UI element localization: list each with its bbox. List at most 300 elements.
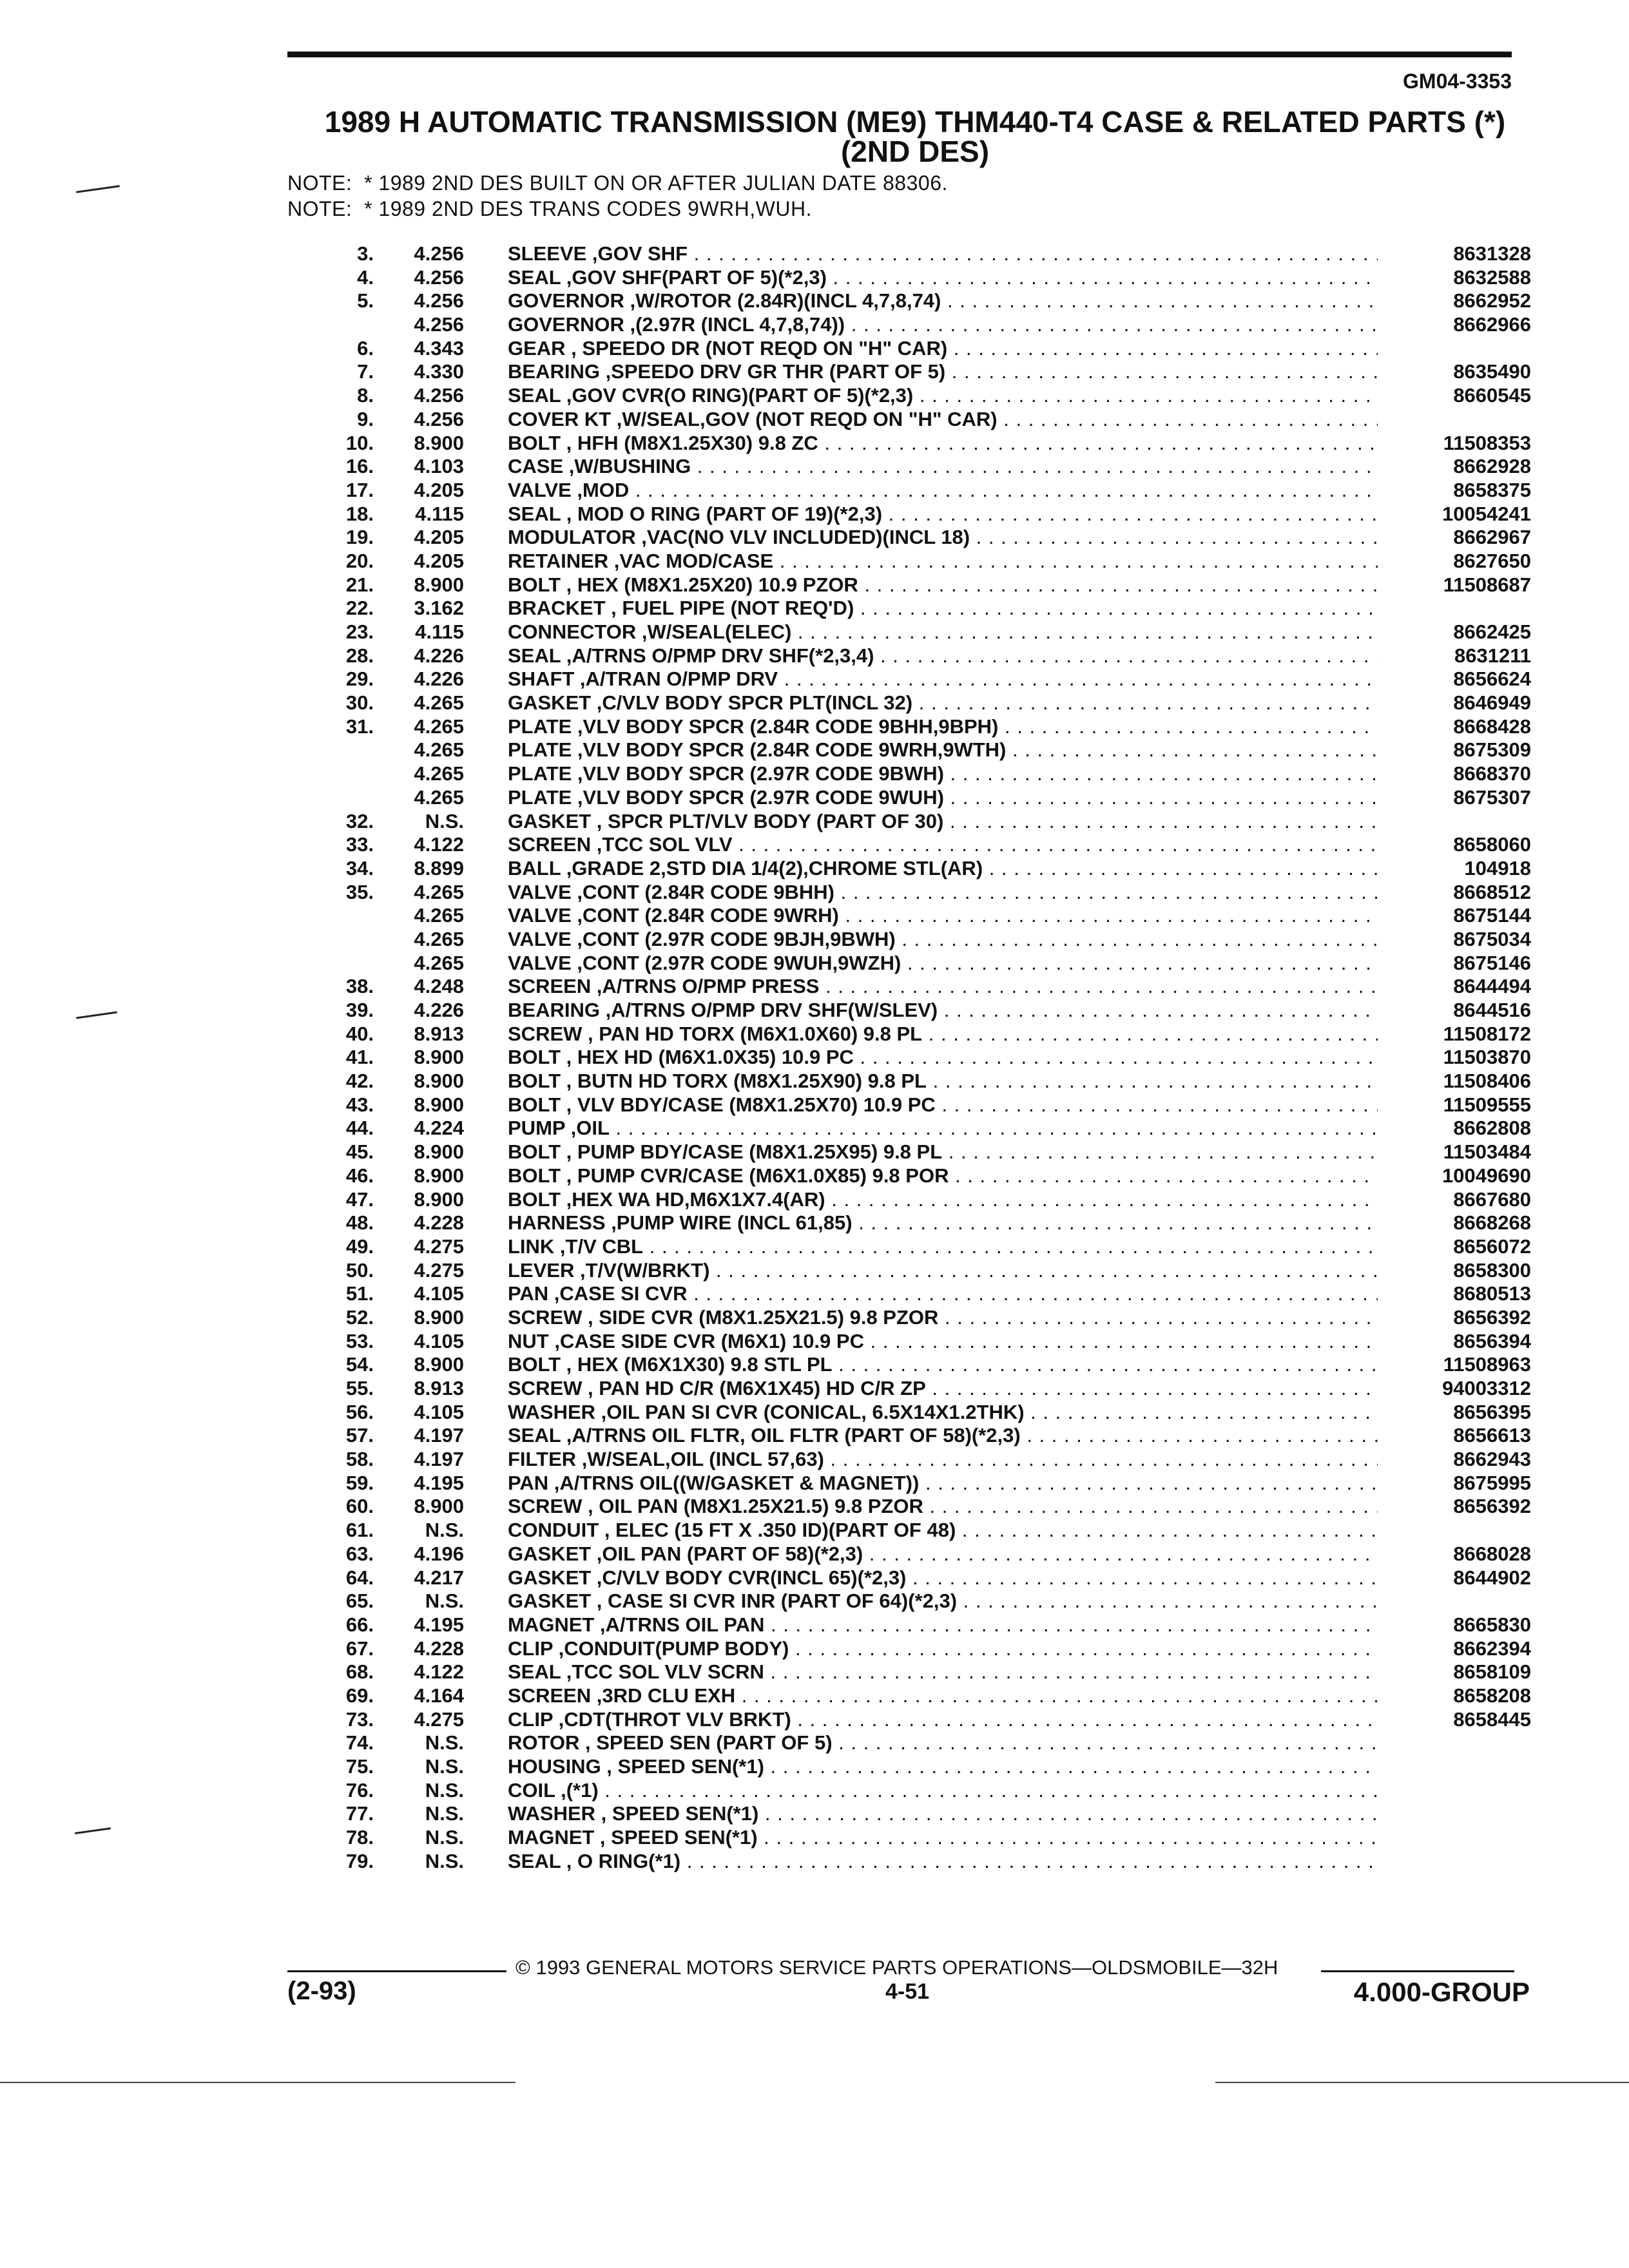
part-row <box>287 1330 1531 1354</box>
part-description-text: CONNECTOR ,W/SEAL(ELEC) <box>508 620 792 643</box>
part-description <box>508 1211 1378 1235</box>
part-group-number: 4.115 <box>415 502 464 525</box>
part-description-text: HOUSING , SPEED SEN(*1) <box>508 1755 764 1778</box>
part-number: 10049690 <box>1442 1164 1531 1187</box>
part-description <box>508 1708 1378 1732</box>
part-row <box>287 1070 1531 1093</box>
part-ref-number: 46. <box>345 1164 374 1187</box>
part-number: 8675034 <box>1453 927 1531 950</box>
part-row <box>287 1802 1531 1826</box>
part-ref-number: 22. <box>345 597 374 620</box>
margin-mark <box>76 185 120 193</box>
part-ref-number: 52. <box>345 1305 374 1329</box>
part-row <box>287 1235 1531 1259</box>
part-description-text: SHAFT ,A/TRAN O/PMP DRV <box>508 668 778 691</box>
part-number: 8631211 <box>1454 644 1531 667</box>
part-number: 8658300 <box>1453 1258 1531 1282</box>
part-description-text: GASKET , SPCR PLT/VLV BODY (PART OF 30) <box>508 809 944 832</box>
part-description <box>508 738 1378 762</box>
part-row <box>287 313 1531 337</box>
part-ref-number: 67. <box>345 1637 374 1660</box>
part-description <box>508 881 1378 905</box>
part-description-text: PLATE ,VLV BODY SPCR (2.97R CODE 9BWH) <box>508 762 944 785</box>
part-description <box>508 1850 1378 1874</box>
part-ref-number: 33. <box>345 833 374 856</box>
part-description <box>508 1802 1378 1826</box>
part-group-number: 4.205 <box>414 478 464 501</box>
copyright-notice: © 1993 GENERAL MOTORS SERVICE PARTS OPERATIONS—OLDSMOBILE—32H <box>516 1956 1278 1979</box>
part-group-number: 4.122 <box>414 1660 464 1684</box>
part-row <box>287 786 1531 810</box>
part-ref-number: 77. <box>345 1802 374 1825</box>
part-description <box>508 1140 1378 1164</box>
part-description-text: BOLT , BUTN HD TORX (M8X1.25X90) 9.8 PL <box>508 1070 927 1093</box>
part-row <box>287 1401 1531 1425</box>
part-group-number: 4.228 <box>414 1637 464 1660</box>
part-group-number: 4.122 <box>414 833 464 856</box>
part-description <box>508 242 1378 266</box>
part-ref-number: 7. <box>357 360 374 383</box>
part-description <box>508 1259 1378 1283</box>
part-description <box>508 432 1378 456</box>
part-description-text: BOLT , VLV BDY/CASE (M8X1.25X70) 10.9 PC <box>508 1093 936 1116</box>
part-row <box>287 360 1531 384</box>
part-group-number: N.S. <box>425 1778 464 1802</box>
part-group-number: N.S. <box>425 809 464 832</box>
note-line: NOTE: * 1989 2ND DES BUILT ON OR AFTER JULIAN DATE 88306. <box>287 171 948 195</box>
part-description-text: MAGNET , SPEED SEN(*1) <box>508 1826 758 1849</box>
part-description <box>508 691 1378 715</box>
part-description <box>508 1424 1378 1448</box>
part-description-text: PLATE ,VLV BODY SPCR (2.84R CODE 9WRH,9WTH) <box>508 738 1007 762</box>
part-description-text: SEAL ,GOV CVR(O RING)(PART OF 5)(*2,3) <box>508 384 914 407</box>
part-group-number: 8.900 <box>414 1187 464 1211</box>
part-description <box>508 762 1378 786</box>
part-description <box>508 1377 1378 1401</box>
part-number: 8635490 <box>1453 360 1531 383</box>
part-ref-number: 10. <box>345 431 374 454</box>
part-description-text: SCREW , PAN HD TORX (M6X1.0X60) 9.8 PL <box>508 1022 923 1045</box>
part-row <box>287 1023 1531 1046</box>
part-ref-number: 29. <box>345 668 374 691</box>
part-row <box>287 1708 1531 1732</box>
part-description <box>508 1117 1378 1140</box>
part-description <box>508 620 1378 644</box>
part-row <box>287 1850 1531 1874</box>
part-row <box>287 1093 1531 1117</box>
part-group-number: 4.205 <box>414 549 464 572</box>
part-description-text: SCREW , PAN HD C/R (M6X1X45) HD C/R ZP <box>508 1377 926 1399</box>
part-number: 8644902 <box>1453 1566 1531 1589</box>
footer-rule-left <box>287 1970 506 1972</box>
part-group-number: 4.256 <box>414 242 464 265</box>
part-description-text: WASHER , SPEED SEN(*1) <box>508 1802 759 1825</box>
part-group-number: 4.256 <box>414 313 464 336</box>
part-description <box>508 857 1378 881</box>
part-group-number: 4.265 <box>414 951 464 974</box>
part-group-number: 4.224 <box>414 1117 464 1140</box>
part-number: 8675995 <box>1453 1471 1531 1494</box>
footer-date-code: (2-93) <box>287 1977 356 2005</box>
part-description-text: RETAINER ,VAC MOD/CASE <box>508 549 774 572</box>
part-description-text: BOLT , HEX (M6X1X30) 9.8 STL PL <box>508 1353 833 1376</box>
part-group-number: 4.265 <box>414 880 464 903</box>
part-number: 8662943 <box>1453 1448 1531 1471</box>
part-row <box>287 881 1531 905</box>
part-description-text: SCREW , SIDE CVR (M8X1.25X21.5) 9.8 PZOR <box>508 1305 939 1329</box>
part-description <box>508 904 1378 928</box>
part-group-number: 4.343 <box>414 336 464 360</box>
part-description-text: BOLT , HEX (M8X1.25X20) 10.9 PZOR <box>508 573 858 596</box>
note-line: NOTE: * 1989 2ND DES TRANS CODES 9WRH,WUH. <box>287 197 812 220</box>
part-number: 8662808 <box>1453 1117 1531 1140</box>
part-row <box>287 479 1531 503</box>
part-number: 8662952 <box>1453 289 1531 312</box>
part-ref-number: 60. <box>345 1495 374 1518</box>
part-description-text: PLATE ,VLV BODY SPCR (2.97R CODE 9WUH) <box>508 785 944 809</box>
part-description <box>508 810 1378 834</box>
part-description <box>508 1590 1378 1613</box>
part-ref-number: 53. <box>345 1329 374 1352</box>
part-row <box>287 455 1531 479</box>
part-description <box>508 1330 1378 1354</box>
part-description-text: GASKET ,C/VLV BODY CVR(INCL 65)(*2,3) <box>508 1566 907 1589</box>
part-description <box>508 1306 1378 1330</box>
part-description <box>508 1046 1378 1070</box>
part-description <box>508 384 1378 408</box>
part-group-number: 8.900 <box>414 431 464 454</box>
part-description <box>508 550 1378 573</box>
part-row <box>287 1377 1531 1401</box>
header-rule <box>287 52 1512 57</box>
part-group-number: 8.900 <box>414 1353 464 1376</box>
part-description-text: BOLT , PUMP CVR/CASE (M6X1.0X85) 9.8 POR <box>508 1164 949 1187</box>
part-description <box>508 408 1378 432</box>
part-row <box>287 573 1531 597</box>
part-description <box>508 668 1378 691</box>
part-description <box>508 928 1378 952</box>
part-group-number: 4.197 <box>414 1448 464 1471</box>
part-description-text: GASKET , CASE SI CVR INR (PART OF 64)(*2,3) <box>508 1590 958 1613</box>
part-row <box>287 242 1531 266</box>
part-description-text: CASE ,W/BUSHING <box>508 455 691 478</box>
part-number: 8656394 <box>1453 1329 1531 1352</box>
part-description-text: CLIP ,CONDUIT(PUMP BODY) <box>508 1637 789 1660</box>
part-row <box>287 1259 1531 1283</box>
part-ref-number: 49. <box>345 1235 374 1258</box>
part-ref-number: 44. <box>345 1117 374 1140</box>
part-ref-number: 75. <box>345 1755 374 1778</box>
part-description-text: PAN ,A/TRNS OIL((W/GASKET & MAGNET)) <box>508 1471 920 1494</box>
part-row <box>287 526 1531 550</box>
part-description <box>508 573 1378 597</box>
part-ref-number: 32. <box>345 809 374 832</box>
part-group-number: 4.197 <box>414 1424 464 1447</box>
part-description <box>508 644 1378 668</box>
part-ref-number: 31. <box>345 715 374 738</box>
part-row <box>287 1117 1531 1140</box>
part-ref-number: 69. <box>345 1684 374 1707</box>
part-number: 8667680 <box>1453 1187 1531 1211</box>
part-ref-number: 56. <box>345 1400 374 1423</box>
part-description-text: PLATE ,VLV BODY SPCR (2.84R CODE 9BHH,9BPH) <box>508 715 999 738</box>
part-ref-number: 9. <box>357 407 374 430</box>
part-group-number: 4.105 <box>414 1329 464 1352</box>
part-row <box>287 1306 1531 1330</box>
part-description <box>508 1070 1378 1093</box>
part-group-number: 4.256 <box>414 384 464 407</box>
part-description <box>508 999 1378 1023</box>
part-ref-number: 42. <box>345 1070 374 1093</box>
part-group-number: 4.226 <box>414 668 464 691</box>
part-number: 10054241 <box>1442 502 1531 525</box>
part-row <box>287 928 1531 952</box>
part-description-text: LINK ,T/V CBL <box>508 1235 644 1258</box>
part-ref-number: 47. <box>345 1187 374 1211</box>
part-group-number: 4.275 <box>414 1235 464 1258</box>
part-row <box>287 1046 1531 1070</box>
part-row <box>287 833 1531 857</box>
part-number: 11508172 <box>1443 1022 1531 1045</box>
part-description <box>508 1023 1378 1046</box>
part-description-text: GASKET ,C/VLV BODY SPCR PLT(INCL 32) <box>508 691 913 715</box>
part-group-number: 3.162 <box>414 597 464 620</box>
part-ref-number: 38. <box>345 975 374 998</box>
part-description-text: BEARING ,SPEEDO DRV GR THR (PART OF 5) <box>508 360 946 383</box>
part-description <box>508 1613 1378 1637</box>
part-ref-number: 50. <box>345 1258 374 1282</box>
part-group-number: 4.115 <box>415 620 464 643</box>
part-row <box>287 1353 1531 1377</box>
part-number: 11508406 <box>1443 1070 1531 1093</box>
part-ref-number: 79. <box>345 1849 374 1872</box>
part-row <box>287 503 1531 526</box>
part-ref-number: 39. <box>345 999 374 1021</box>
part-group-number: 4.195 <box>414 1613 464 1636</box>
part-row <box>287 715 1531 739</box>
part-description <box>508 1093 1378 1117</box>
footer-group: 4.000-GROUP <box>1353 1977 1530 2007</box>
part-description-text: ROTOR , SPEED SEN (PART OF 5) <box>508 1731 833 1754</box>
part-description <box>508 1731 1378 1755</box>
part-group-number: 8.913 <box>414 1022 464 1045</box>
part-row <box>287 1755 1531 1779</box>
part-group-number: 8.900 <box>414 1140 464 1164</box>
part-description-text: VALVE ,CONT (2.97R CODE 9WUH,9WZH) <box>508 951 901 974</box>
part-row <box>287 1779 1531 1803</box>
part-description <box>508 975 1378 999</box>
part-description-text: SCREEN ,3RD CLU EXH <box>508 1684 736 1707</box>
part-row <box>287 1613 1531 1637</box>
part-description-text: VALVE ,MOD <box>508 478 630 501</box>
part-row <box>287 1566 1531 1590</box>
parts-list <box>287 242 1531 1873</box>
part-row <box>287 857 1531 881</box>
part-row <box>287 668 1531 691</box>
part-group-number: 4.256 <box>414 289 464 312</box>
part-description-text: BOLT ,HEX WA HD,M6X1X7.4(AR) <box>508 1187 825 1211</box>
part-ref-number: 76. <box>345 1778 374 1802</box>
part-description <box>508 289 1378 313</box>
part-row <box>287 999 1531 1023</box>
part-number: 11503484 <box>1443 1140 1531 1164</box>
part-description-text: BOLT , PUMP BDY/CASE (M8X1.25X95) 9.8 PL <box>508 1140 943 1164</box>
part-ref-number: 16. <box>345 455 374 478</box>
part-description-text: VALVE ,CONT (2.84R CODE 9BHH) <box>508 880 834 903</box>
part-description <box>508 1755 1378 1779</box>
part-group-number: 4.248 <box>414 975 464 998</box>
part-row <box>287 1519 1531 1542</box>
part-description <box>508 313 1378 337</box>
part-ref-number: 73. <box>345 1707 374 1731</box>
part-row <box>287 550 1531 573</box>
part-group-number: N.S. <box>425 1590 464 1613</box>
part-description <box>508 1637 1378 1661</box>
part-description-text: BALL ,GRADE 2,STD DIA 1/4(2),CHROME STL(AR) <box>508 856 983 879</box>
part-number: 8656392 <box>1453 1495 1531 1518</box>
part-number: 11508353 <box>1443 431 1531 454</box>
part-description-text: MODULATOR ,VAC(NO VLV INCLUDED)(INCL 18) <box>508 526 970 549</box>
part-number: 8675144 <box>1453 904 1531 927</box>
part-description-text: BRACKET , FUEL PIPE (NOT REQ'D) <box>508 597 854 620</box>
part-group-number: 8.900 <box>414 1070 464 1093</box>
part-group-number: N.S. <box>425 1519 464 1542</box>
part-row <box>287 762 1531 786</box>
part-number: 8644516 <box>1453 999 1531 1021</box>
page-number: 4-51 <box>885 1979 930 2004</box>
part-ref-number: 61. <box>345 1519 374 1542</box>
part-description-text: BEARING ,A/TRNS O/PMP DRV SHF(W/SLEV) <box>508 999 938 1021</box>
part-description-text: COVER KT ,W/SEAL,GOV (NOT REQD ON "H" CAR) <box>508 407 998 430</box>
notes-block <box>287 170 948 222</box>
part-row <box>287 266 1531 290</box>
part-group-number: 4.265 <box>414 785 464 809</box>
part-description-text: NUT ,CASE SIDE CVR (M6X1) 10.9 PC <box>508 1329 864 1352</box>
part-number: 8656395 <box>1453 1400 1531 1423</box>
part-ref-number: 45. <box>345 1140 374 1164</box>
part-number: 8660545 <box>1453 384 1531 407</box>
part-ref-number: 19. <box>345 526 374 549</box>
part-row <box>287 384 1531 408</box>
part-row <box>287 1495 1531 1519</box>
part-number: 8665830 <box>1453 1613 1531 1636</box>
part-ref-number: 65. <box>345 1590 374 1613</box>
part-group-number: 8.900 <box>414 1164 464 1187</box>
part-description <box>508 1353 1378 1377</box>
part-number: 8680513 <box>1453 1282 1531 1305</box>
part-description-text: MAGNET ,A/TRNS OIL PAN <box>508 1613 765 1636</box>
part-description-text: SEAL ,TCC SOL VLV SCRN <box>508 1660 764 1684</box>
part-row <box>287 408 1531 432</box>
part-number: 8658060 <box>1453 833 1531 856</box>
part-row <box>287 975 1531 999</box>
part-description <box>508 1401 1378 1425</box>
part-description <box>508 1235 1378 1259</box>
part-ref-number: 59. <box>345 1471 374 1494</box>
part-ref-number: 57. <box>345 1424 374 1447</box>
part-description <box>508 1660 1378 1684</box>
part-ref-number: 30. <box>345 691 374 715</box>
part-description-text: GASKET ,OIL PAN (PART OF 58)(*2,3) <box>508 1542 863 1565</box>
part-description-text: SCREW , OIL PAN (M8X1.25X21.5) 9.8 PZOR <box>508 1495 923 1518</box>
part-description <box>508 1566 1378 1590</box>
part-group-number: N.S. <box>425 1755 464 1778</box>
part-description-text: WASHER ,OIL PAN SI CVR (CONICAL, 6.5X14X1.2THK) <box>508 1400 1025 1423</box>
part-row <box>287 1637 1531 1661</box>
footer-rule-right <box>1321 1970 1514 1972</box>
part-ref-number: 6. <box>357 336 374 360</box>
part-group-number: N.S. <box>425 1802 464 1825</box>
part-number: 8675307 <box>1453 785 1531 809</box>
part-number: 11503870 <box>1443 1046 1531 1069</box>
part-description <box>508 479 1378 503</box>
part-group-number: 4.330 <box>414 360 464 383</box>
part-number: 8668028 <box>1453 1542 1531 1565</box>
part-row <box>287 1164 1531 1188</box>
part-number: 8644494 <box>1453 975 1531 998</box>
part-description <box>508 1164 1378 1188</box>
part-description-text: SEAL ,GOV SHF(PART OF 5)(*2,3) <box>508 265 827 289</box>
part-description <box>508 1448 1378 1472</box>
part-description-text: PUMP ,OIL <box>508 1117 610 1140</box>
part-ref-number: 21. <box>345 573 374 596</box>
part-ref-number: 78. <box>345 1826 374 1849</box>
part-ref-number: 41. <box>345 1046 374 1069</box>
part-description <box>508 1826 1378 1850</box>
part-group-number: 4.105 <box>414 1282 464 1305</box>
part-group-number: 8.900 <box>414 1093 464 1116</box>
part-ref-number: 23. <box>345 620 374 643</box>
part-ref-number: 64. <box>345 1566 374 1589</box>
part-description-text: GEAR , SPEEDO DR (NOT REQD ON "H" CAR) <box>508 336 948 360</box>
part-group-number: 4.226 <box>414 644 464 667</box>
part-ref-number: 66. <box>345 1613 374 1636</box>
part-description-text: SLEEVE ,GOV SHF <box>508 242 688 265</box>
part-number: 8662394 <box>1453 1637 1531 1660</box>
part-group-number: 4.256 <box>414 407 464 430</box>
part-number: 8658375 <box>1453 478 1531 501</box>
part-description <box>508 1779 1378 1803</box>
part-group-number: N.S. <box>425 1849 464 1872</box>
part-group-number: 4.226 <box>414 999 464 1021</box>
part-ref-number: 28. <box>345 644 374 667</box>
margin-mark <box>75 1827 111 1834</box>
part-group-number: 4.275 <box>414 1258 464 1282</box>
part-group-number: 4.265 <box>414 762 464 785</box>
part-group-number: 4.265 <box>414 904 464 927</box>
part-description <box>508 952 1378 975</box>
part-number: 8662928 <box>1453 455 1531 478</box>
part-group-number: N.S. <box>425 1826 464 1849</box>
part-number: 8656624 <box>1453 668 1531 691</box>
part-description <box>508 266 1378 290</box>
part-description-text: CLIP ,CDT(THROT VLV BRKT) <box>508 1707 791 1731</box>
title-line-2: (2ND DES) <box>840 135 990 168</box>
part-group-number: 4.265 <box>414 715 464 738</box>
part-number: 8675309 <box>1453 738 1531 762</box>
part-number: 8632588 <box>1453 265 1531 289</box>
part-row <box>287 952 1531 975</box>
part-ref-number: 43. <box>345 1093 374 1116</box>
scan-rule-right <box>1215 2082 1629 2083</box>
part-row <box>287 1660 1531 1684</box>
part-row <box>287 1590 1531 1613</box>
part-ref-number: 5. <box>357 289 374 312</box>
part-description <box>508 503 1378 526</box>
part-row <box>287 1731 1531 1755</box>
title-line-1: 1989 H AUTOMATIC TRANSMISSION (ME9) THM440-T4 CASE & RELATED PARTS (*) <box>324 105 1506 139</box>
part-group-number: 4.265 <box>414 738 464 762</box>
